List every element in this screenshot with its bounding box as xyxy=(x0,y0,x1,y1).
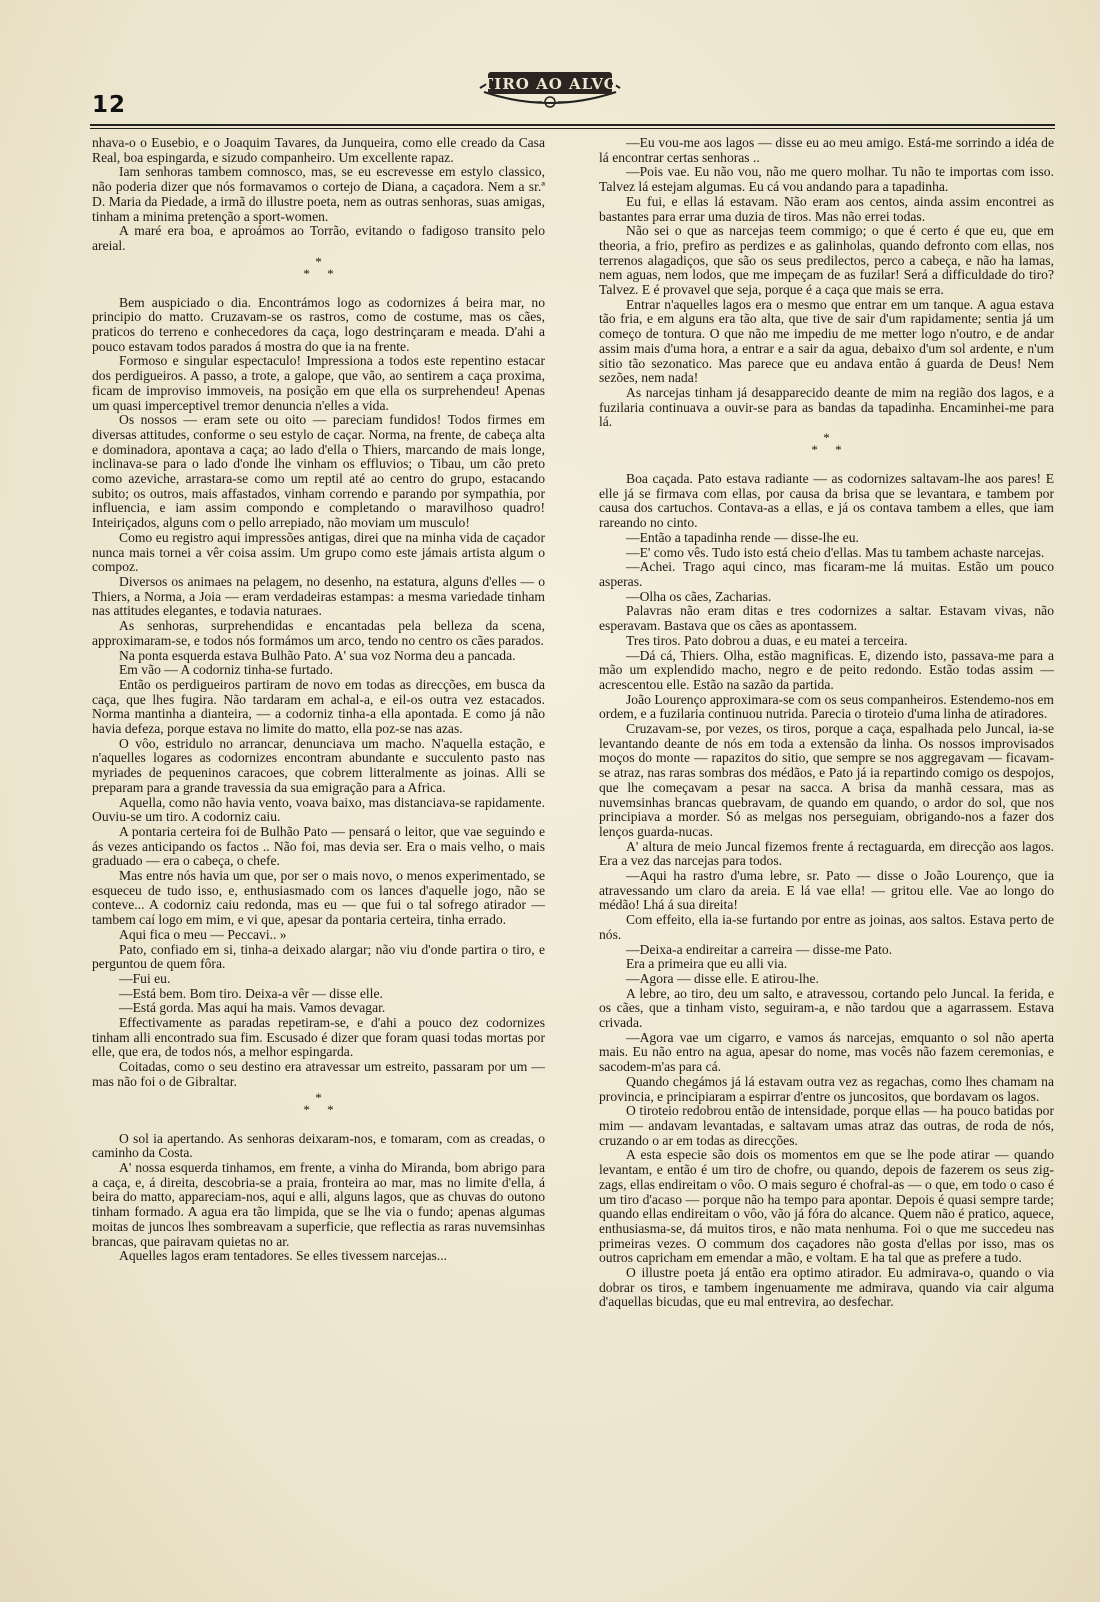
paragraph: Boa caçada. Pato estava radiante — as codornizes saltavam-lhe aos pares! E elle já se firmava com ellas, por causa da brisa que se levantara, e tambem por causa dos cartuchos. Contava-as a ellas, e já os contava tambem a elles, que iam rareando no cinto. xyxy=(599,471,1054,531)
paragraph: —E' como vês. Tudo isto está cheio d'ellas. Mas tu tambem achaste narcejas. xyxy=(626,544,1045,560)
paragraph: Aqui fica o meu — Peccavi.. » xyxy=(119,926,287,942)
svg-text:TIRO AO ALVO: TIRO AO ALVO xyxy=(482,75,618,93)
paragraph: Iam senhoras tambem comnosco, mas, se eu escrevesse em estylo classico, não poderia dizer que nós formavamos o cortejo de Diana, a caçadora. Nem a sr.ª D. Maria da Piedade, a irmã do illustre poeta, nem as outras senhoras, suas amigas, tinham a minima pretenção a sport-women. xyxy=(92,164,545,224)
divider-star: * xyxy=(315,253,322,269)
paragraph: —Agora vae um cigarro, e vamos ás narcejas, emquanto o sol não aperta mais. Eu não entro na agua, apesar do nome, mas vocês não fazem ceremonias, e sacodem-m'as para cá. xyxy=(599,1029,1054,1075)
paragraph: —Então a tapadinha rende — disse-lhe eu. xyxy=(626,529,859,545)
paragraph: Tres tiros. Pato dobrou a duas, e eu matei a terceira. xyxy=(626,632,908,648)
paragraph: —Achei. Trago aqui cinco, mas ficaram-me lá muitas. Estão um pouco asperas. xyxy=(599,559,1054,589)
paragraph: As narcejas tinham já desapparecido deante de mim na região dos lagos, e a fuzilaria continuava a ouvir-se para as bandas da tapadinha. Encaminhei-me para lá. xyxy=(599,384,1054,430)
paragraph: Coitadas, como o seu destino era atravessar um estreito, passaram por um — mas não foi o de Gibraltar. xyxy=(92,1059,545,1089)
paragraph: Formoso e singular espectaculo! Impressiona a todos este repentino estacar dos perdigueiros. A passo, a trote, a galope, que vão, ao sentirem a caça proxima, ficam de improviso immoveis, na posição em que ella os surprehendeu! Apenas um quasi imperceptivel tremor denuncia n'elles a vida. xyxy=(92,353,545,413)
paragraph: —Pois vae. Eu não vou, não me quero molhar. Tu não te importas com isso. Talvez lá estejam algumas. Eu cá vou andando para a tapadinha. xyxy=(599,164,1054,195)
paragraph: As senhoras, surprehendidas e encantadas pela belleza da scena, approximaram-se, e todos nós formámos um arco, tendo no centro os cães parados. xyxy=(92,618,545,648)
paragraph: João Lourenço approximara-se com os seus companheiros. Estendemo-nos em ordem, e a fuzilaria continuou nutrida. Parecia o tiroteio d'uma linha de atiradores. xyxy=(599,691,1054,722)
paragraph: Aquelles lagos eram tentadores. Se elles tivessem narcejas... xyxy=(119,1248,448,1264)
paragraph: A lebre, ao tiro, deu um salto, e atravessou, cortando pelo Juncal. Ia ferida, e os cães, que a tinham visto, seguiram-a, e não tardou que a agarrassem. Estava crivada. xyxy=(599,985,1054,1031)
paragraph: Mas entre nós havia um que, por ser o mais novo, o menos experimentado, se esqueceu de tudo isso, e, enthusiasmado com os lances d'aquelle jogo, não se conteve... A codorniz caiu redonda, mas eu — que fui o tal sofrego atirador — tambem caí logo em mim, e vi que, apesar da pontaria certeira, tinha errado. xyxy=(92,868,545,928)
divider-star: * xyxy=(315,1089,322,1105)
paragraph: O illustre poeta já então era optimo atirador. Eu admirava-o, quando o via dobrar os tiros, e tambem ingenuamente me admirava, quando via cair alguma d'aquellas bicudas, que eu mal entrevira, ao desfechar. xyxy=(599,1265,1054,1310)
paragraph: A' nossa esquerda tinhamos, em frente, a vinha do Miranda, bom abrigo para a caça, e, á direita, descobria-se a praia, fronteira ao mar, mas no limite d'ella, á beira do matto, appareciam-nos, aqui e alli, alguns lagos, que as chuvas do outono tinham formado. A agua era tão limpida, que se lhe via o fundo; apenas algumas moitas de juncos lhes sombreavam a superficie, que reflectia as raras nuvemsinhas brancas, que pairavam quietas no ar. xyxy=(92,1160,545,1249)
header-rule xyxy=(90,124,1055,126)
paragraph: Effectivamente as paradas repetiram-se, e d'ahi a pouco dez codornizes tinham alli encontrado sua fim. Escusado é dizer que foram quasi todas mortas por elle, que era, de todos nós, a melhor espingarda. xyxy=(92,1015,545,1060)
paragraph: —Dá cá, Thiers. Olha, estão magnificas. E, dizendo isto, passava-me para a mão um explendido macho, negro e de peito redondo. Estão todas assim — acrescentou elle. Estão na sazão da partida. xyxy=(599,647,1054,692)
paragraph: Cruzavam-se, por vezes, os tiros, porque a caça, espalhada pelo Juncal, ia-se levantando deante de nós em toda a extensão da linha. Os nossos improvisados moços do monte — rapazitos do sitio, que sempre se nos aggregavam — ficavam-se atraz, nas raras sombras dos médãos, e Pato já ia repartindo comigo os despojos, que lhe começavam a pesar na sacca. A brisa da manhã cessara, mas as nuvemsinhas brancas quebravam, de quando em quando, o ardor do sol, que nos principiava a morder. Só as melgas nos perseguiam, obrigando-nos a fazer dos lenços guarda-nucas. xyxy=(599,721,1054,839)
paragraph: A' altura de meio Juncal fizemos frente á rectaguarda, em direcção aos lagos. Era a vez das narcejas para todos. xyxy=(599,838,1054,869)
right-column xyxy=(599,136,1054,1310)
paragraph: —Fui eu. xyxy=(119,970,171,986)
paragraph: —Está bem. Bom tiro. Deixa-a vêr — disse elle. xyxy=(119,985,383,1001)
paragraph: —Está gorda. Mas aqui ha mais. Vamos devagar. xyxy=(119,1000,386,1016)
section-divider xyxy=(92,1089,545,1117)
paragraph: O vôo, estridulo no arrancar, denunciava um macho. N'aquella estação, e n'aquelles logares as codornizes encontram abundante e succulento pasto nas myriades de pequeninos caracoes, que cobrem litteralmente as joinas. Alli se preparam para a grande travessia da sua emigração para a Africa. xyxy=(92,735,545,795)
paragraph: nhava-o o Eusebio, e o Joaquim Tavares, da Junqueira, como elle creado da Casa Real, boa espingarda, e sizudo companheiro. Um excellente rapaz. xyxy=(92,135,545,165)
paragraph: Era a primeira que eu alli via. xyxy=(626,956,788,972)
paragraph: Em vão — A codorniz tinha-se furtado. xyxy=(119,662,334,678)
paragraph: A maré era boa, e aproámos ao Torrão, evitando o fadigoso transito pelo areial. xyxy=(92,223,545,253)
paragraph: O tiroteio redobrou então de intensidade, porque ellas — ha pouco batidas por mim — andavam levantadas, e saltavam umas atraz das outras, de roda de nós, cruzando o ar em todas as direcções. xyxy=(599,1103,1054,1148)
divider-stars: * * xyxy=(303,1101,334,1117)
section-divider xyxy=(92,253,545,281)
paragraph: Não sei o que as narcejas teem commigo; o que é certo é que eu, que em theoria, a frio, prefiro as perdizes e as galinholas, quando defronto com ellas, nos terrenos alagadiços, que são os seus predilectos, perco a cabeça, e não ha lamas, nem aguas, nem lodos, que me impeçam de as fuzilar! Será a difficuldade do tiro? Talvez. E é provavel que seja, porque é a caça que mais se erra. xyxy=(599,223,1054,298)
paragraph: Eu fui, e ellas lá estavam. Não eram aos centos, ainda assim encontrei as bastantes para errar uma duzia de tiros. Mas não errei todas. xyxy=(599,193,1054,224)
divider-star: * xyxy=(823,430,830,446)
divider-stars: * * xyxy=(811,442,842,458)
paragraph: Na ponta esquerda estava Bulhão Pato. A' sua voz Norma deu a pancada. xyxy=(119,647,516,663)
paragraph: —Agora — disse elle. E atirou-lhe. xyxy=(626,970,819,986)
paragraph: O sol ia apertando. As senhoras deixaram-nos, e tomaram, com as creadas, o caminho da Costa. xyxy=(92,1130,545,1161)
paragraph: —Eu vou-me aos lagos — disse eu ao meu amigo. Está-me sorrindo a idéa de lá encontrar certas senhoras .. xyxy=(599,135,1054,165)
section-divider xyxy=(599,432,1054,456)
paragraph: A esta especie são dois os momentos em que se lhe pode atirar — quando levantam, e então é um tiro de chofre, ou quando, depois de fazerem os seus zig-zags, ellas endireitam o vôo. O mais seguro é chofral-as — o que, em todo o caso é um tiro d'acaso — porque não ha tempo para apontar. Depois é quasi sempre tarde; quando ellas endireitam o vôo, vão já fóra do alcance. Quem não é pratico, aquece, enthusiasma-se, dá muitos tiros, e não mata nenhuma. Foi o que me succedeu nas primeiras vezes. O commum dos caçadores não gosta d'ellas por isso, mas os outros capricham em emendar a mão, e voltam. E ha tal que as prefere a tudo. xyxy=(599,1147,1054,1266)
paragraph: Como eu registro aqui impressões antigas, direi que na minha vida de caçador nunca mais tornei a vêr coisa assim. Um grupo como este jámais artista algum o compoz. xyxy=(92,529,545,575)
header-rule-thin xyxy=(90,128,1055,129)
paragraph: —Olha os cães, Zacharias. xyxy=(626,588,772,604)
paragraph: A pontaria certeira foi de Bulhão Pato — pensará o leitor, que vae seguindo e ás vezes anticipando os factos .. Não foi, mas devia ser. Era o mais velho, o mais graduado — era o cabeça, o chefe. xyxy=(92,823,545,869)
paragraph: Aquella, como não havia vento, voava baixo, mas distanciava-se rapidamente. Ouviu-se um tiro. A codorniz caiu. xyxy=(92,794,545,825)
left-column xyxy=(92,136,545,1264)
paragraph: Pato, confiado em si, tinha-a deixado alargar; não viu d'onde partira o tiro, e perguntou de quem fôra. xyxy=(92,941,545,972)
paragraph: Quando chegámos já lá estavam outra vez as regachas, como lhes chamam na provincia, e principiaram a espirrar d'entre os juncositos, que bordavam os lagos. xyxy=(599,1073,1054,1104)
paragraph: Palavras não eram ditas e tres codornizes a saltar. Estavam vivas, não esperavam. Bastava que os cães as apontassem. xyxy=(599,603,1054,634)
paragraph: Bem auspiciado o dia. Encontrámos logo as codornizes á beira mar, no principio do matto. Cruzavam-se os rastros, como de costume, mas os cães, praticos do terreno e conhecedores da caça, logo destrinçaram e meada. D'ahi a pouco estavam todos parados á mostra do que ia na frente. xyxy=(92,294,545,354)
page-number: 12 xyxy=(92,92,127,118)
divider-stars: * * xyxy=(303,265,334,281)
paragraph: Com effeito, ella ia-se furtando por entre as joinas, aos saltos. Estava perto de nós. xyxy=(599,912,1054,942)
paragraph: —Aqui ha rastro d'uma lebre, sr. Pato — disse o João Lourenço, que ia atravessando um claro da areia. E lá vae ella! — gritou elle. Vae ao longo do médão! Lhá á sua direita! xyxy=(599,868,1054,913)
paragraph: Os nossos — eram sete ou oito — pareciam fundidos! Todos firmes em diversas attitudes, conforme o seu estylo de caçar. Norma, na frente, de cabeça alta e dominadora, apontava a caça; ao lado d'ella o Thiers, marcando de mais longe, inclinava-se para o lado d'onde lhe vinham os effluvios; o Tibau, um cão preto como azeviche, arrastara-se como um reptil até ao centro do grupo, estacando subito; os outros, mais affastados, vinham correndo e parando por sympathia, por influencia, e iam assim compondo e completando o maravilhoso quadro! Inteiriçados, alguns com o pello arrepiado, não moviam um musculo! xyxy=(92,412,545,531)
paragraph: —Deixa-a endireitar a carreira — disse-me Pato. xyxy=(626,941,893,957)
paragraph: Então os perdigueiros partiram de novo em todas as direcções, em busca da caça, que lhes fugira. Não tardaram em achal-a, e eil-os outra vez estacados. Norma mantinha a dianteira, — a codorniz tinha-a ella apontada. E como já não havia defeza, porque estava no limite do matto, ella poz-se nas azas. xyxy=(92,676,545,737)
paragraph: Entrar n'aquelles lagos era o mesmo que entrar em um tanque. A agua estava tão fria, e em alguns era tão alta, que tive de sair d'um rapidamente; sentia já um começo de tontura. O que não me impediu de me metter logo n'outro, e de andar assim mais d'uma hora, a entrar e a sair da agua, debaixo d'um sol ardente, e n'um sitio tão sezonatico. Mas parece que eu andava então á guarda de Deus! Nem sezões, nem nada! xyxy=(599,296,1054,386)
masthead-logo xyxy=(470,58,630,116)
paragraph: Diversos os animaes na pelagem, no desenho, na estatura, alguns d'elles — o Thiers, a Norma, a Joia — eram verdadeiras estampas: a mesma variedade tinham nas attitudes elegantes, e todavia naturaes. xyxy=(92,573,545,619)
